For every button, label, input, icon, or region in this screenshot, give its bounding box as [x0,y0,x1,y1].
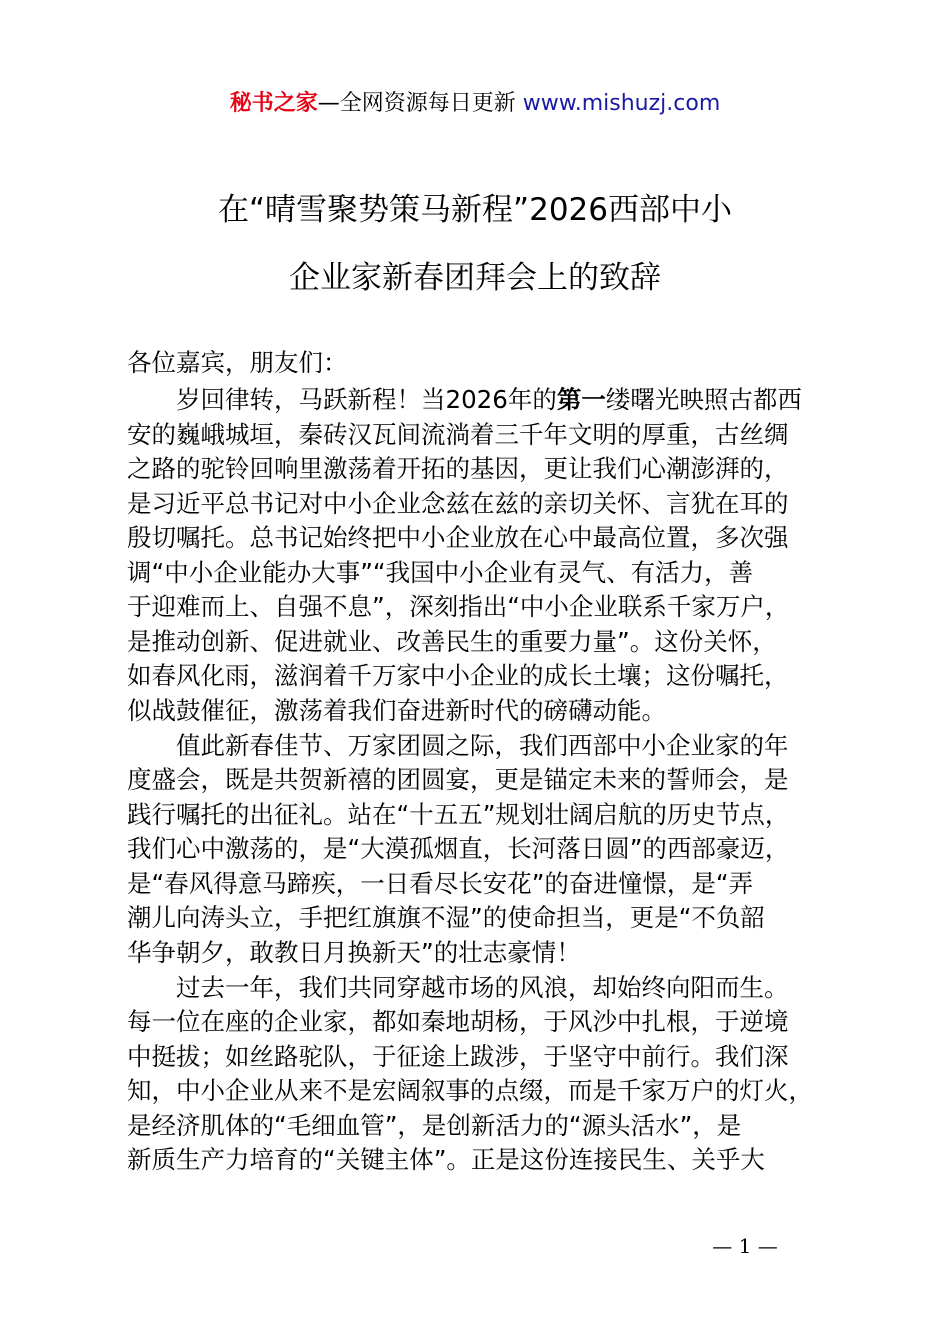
body-line: 新质生产力培育的“关键主体”。正是这份连接民生、关乎大 [127,1145,765,1174]
bold-emphasis: 第一 [556,385,606,414]
body-line: 知，中小企业从来不是宏阔叙事的点缀，而是千家万户的灯火， [127,1076,813,1105]
body-line: 是习近平总书记对中小企业念兹在兹的亲切关怀、言犹在耳的 [127,489,789,518]
body-line: 于迎难而上、自强不息”，深刻指出“中小企业联系千家万户， [127,592,790,621]
body-line: 殷切嘱托。总书记始终把中小企业放在心中最高位置，多次强 [127,523,789,552]
document-title-line-1: 在“晴雪聚势策马新程”2026西部中小 [217,192,732,228]
body-line: 如春风化雨，滋润着千万家中小企业的成长土壤；这份嘱托， [127,661,789,690]
body-line: 我们心中激荡的，是“大漠孤烟直，长河落日圆”的西部豪迈， [127,834,790,863]
site-url-link[interactable]: www.mishuzj.com [522,91,721,116]
body-line: 践行嘱托的出征礼。站在“十五五”规划壮阔启航的历史节点， [127,800,790,829]
body-line-segment: 岁回律转，马跃新程！当2026年的 [127,385,557,414]
body-line: 安的巍峨城垣，秦砖汉瓦间流淌着三千年文明的厚重，古丝绸 [127,420,789,449]
body-line: 是经济肌体的“毛细血管”，是创新活力的“源头活水”，是 [127,1111,742,1140]
body-line: 值此新春佳节、万家团圆之际，我们西部中小企业家的年 [127,731,789,760]
body-line: 过去一年，我们共同穿越市场的风浪，却始终向阳而生。 [127,973,789,1002]
body-line-segment: 缕曙光映照古都西 [605,385,802,414]
document-title-line-2: 企业家新春团拜会上的致辞 [289,260,661,296]
brand-name: 秘书之家 [229,91,318,116]
site-header [0,88,950,120]
body-line: 是推动创新、促进就业、改善民生的重要力量”。这份关怀， [127,627,777,656]
body-line: 是“春风得意马蹄疾，一日看尽长安花”的奋进憧憬，是“弄 [127,869,754,898]
header-tagline: —全网资源每日更新 [317,91,523,116]
body-line [127,383,857,418]
page-number: — 1 — [712,1234,778,1258]
body-line: 华争朝夕，敢教日月换新天”的壮志豪情！ [127,938,581,967]
body-line: 之路的驼铃回响里激荡着开拓的基因，更让我们心潮澎湃的， [127,454,789,483]
body-line: 调“中小企业能办大事”“我国中小企业有灵气、有活力，善 [127,558,754,587]
body-line: 度盛会，既是共贺新禧的团圆宴，更是锚定未来的誓师会，是 [127,765,789,794]
body-line: 每一位在座的企业家，都如秦地胡杨，于风沙中扎根，于逆境 [127,1007,789,1036]
body-line: 中挺拔；如丝路驼队，于征途上跋涉，于坚守中前行。我们深 [127,1042,789,1071]
body-line: 潮儿向涛头立，手把红旗旗不湿”的使命担当，更是“不负韶 [127,903,765,932]
body-line: 似战鼓催征，激荡着我们奋进新时代的磅礴动能。 [127,696,666,725]
greeting-line: 各位嘉宾，朋友们： [127,348,348,377]
